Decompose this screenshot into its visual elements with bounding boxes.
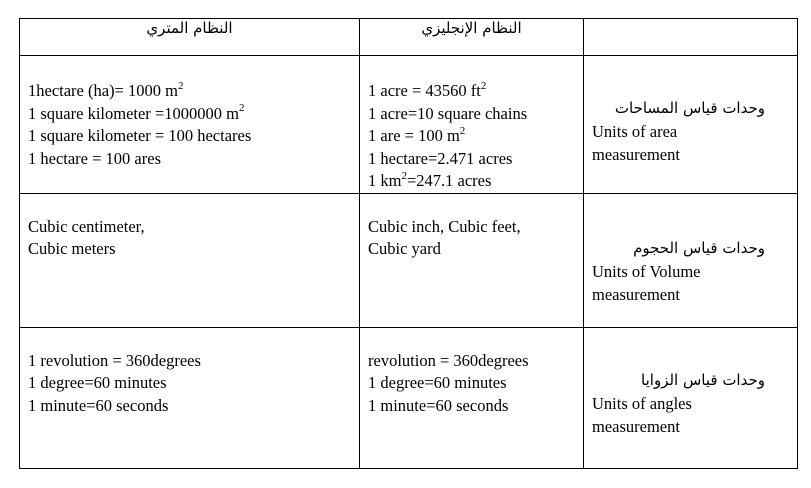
area-metric-line: 1hectare (ha)= 1000 $m^2$ bbox=[28, 79, 184, 100]
metric-system-header: النظام المتري bbox=[20, 19, 360, 56]
angles-english-line: 1 degree=60 minutes bbox=[368, 373, 507, 392]
label-header bbox=[584, 19, 798, 56]
angles-label-cell bbox=[584, 327, 798, 468]
area-label-english: measurement bbox=[592, 145, 680, 164]
angles-english-line: 1 minute=60 seconds bbox=[368, 395, 509, 415]
area-english-cell bbox=[360, 56, 584, 194]
angles-english-line: revolution = 360degrees bbox=[368, 350, 529, 370]
area-english-line: 1 acre=10 square chains bbox=[368, 103, 528, 123]
english-system-header: النظام الإنجليزي bbox=[360, 19, 584, 56]
area-label-english: Units of area bbox=[592, 122, 678, 141]
volume-metric-cell bbox=[20, 193, 360, 327]
area-metric-line: 1 square kilometer =1000000 $m^2$ bbox=[28, 102, 245, 123]
volume-row bbox=[20, 193, 798, 327]
area-row bbox=[20, 56, 798, 194]
area-english-line: 1 are = 100 $m^2$ bbox=[368, 124, 466, 145]
angles-label-english: measurement bbox=[592, 416, 680, 436]
area-label-cell bbox=[584, 56, 798, 194]
volume-label-english: measurement bbox=[592, 284, 680, 304]
volume-english-line: Cubic inch, Cubic feet, bbox=[368, 216, 521, 236]
volume-label-english: Units of Volume bbox=[592, 261, 701, 281]
angles-metric-cell bbox=[20, 327, 360, 468]
angles-label-arabic: وحدات قياس الزوايا bbox=[641, 370, 765, 389]
area-metric-cell bbox=[20, 56, 360, 194]
volume-metric-line: Cubic centimeter, bbox=[28, 216, 145, 236]
area-english-line: 1 acre = 43560 $ft^2$ bbox=[368, 79, 487, 100]
angles-metric-line: 1 degree=60 minutes bbox=[28, 373, 167, 392]
area-label-arabic: وحدات قياس المساحات bbox=[614, 99, 765, 117]
angles-row bbox=[20, 327, 798, 468]
volume-label-cell bbox=[584, 193, 798, 327]
volume-english-line: Cubic yard bbox=[368, 239, 441, 258]
volume-english-cell bbox=[360, 193, 584, 327]
area-metric-line: 1 square kilometer = 100 hectares bbox=[28, 126, 252, 145]
volume-label-arabic: وحدات قياس الحجوم bbox=[633, 238, 765, 257]
angles-label-english: Units of angles bbox=[592, 393, 692, 413]
area-english-line: 1 hectare=2.471 acres bbox=[368, 148, 513, 168]
header-row bbox=[20, 19, 798, 56]
area-metric-line: 1 hectare = 100 ares bbox=[28, 148, 161, 168]
angles-metric-line: 1 revolution = 360degrees bbox=[28, 350, 201, 370]
angles-metric-line: 1 minute=60 seconds bbox=[28, 395, 169, 415]
angles-english-cell bbox=[360, 327, 584, 468]
area-english-line: 1 $km^2=247.1$ acres bbox=[368, 169, 492, 190]
units-table bbox=[19, 18, 798, 469]
volume-metric-line: Cubic meters bbox=[28, 239, 116, 258]
